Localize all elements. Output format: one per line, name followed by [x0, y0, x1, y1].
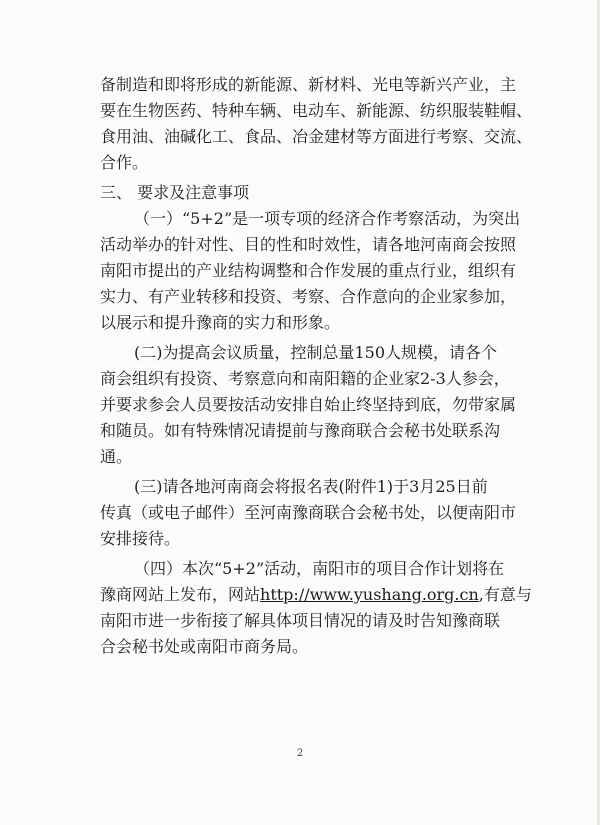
paragraph-line: 商会组织有投资、考察意向和南阳籍的企业家2-3人参会，	[100, 369, 510, 388]
requirement-item-3	[100, 474, 540, 552]
paragraph-line: 并要求参会人员要按活动安排自始止终坚持到底，勿带家属	[100, 395, 517, 414]
paragraph-line: 南阳市进一步衔接了解具体项目情况的请及时告知豫商联	[100, 611, 501, 630]
requirement-item-1	[100, 206, 540, 336]
document-body	[100, 72, 540, 660]
line-text: 豫商网站上发布，网站	[100, 585, 261, 604]
paragraph-line: 要在生物医药、特种车辆、电动车、新能源、纺织服装鞋帽、	[100, 101, 533, 120]
paragraph-line: 和随员。如有特殊情况请提前与豫商联合会秘书处联系沟	[100, 421, 501, 440]
website-link[interactable]: http://www.yushang.org.cn	[260, 585, 479, 604]
paragraph-line: 活动举办的针对性、目的性和时效性，请各地河南商会按照	[100, 235, 517, 254]
paragraph-line: 以展示和提升豫商的实力和形象。	[100, 313, 341, 332]
paragraph-line: 传真（或电子邮件）至河南豫商联合会秘书处，以便南阳市	[100, 503, 517, 522]
paragraph-line: 实力、有产业转移和投资、考察、合作意向的企业家参加，	[100, 287, 517, 306]
section-heading: 三、 要求及注意事项	[100, 183, 250, 202]
paragraph-line	[100, 582, 540, 608]
paragraph-line: 通。	[100, 447, 133, 466]
paragraph-line: (二)为提高会议质量，控制总量150人规模，请各个	[134, 343, 498, 362]
page-number: 2	[296, 748, 304, 759]
paragraph-line: 食用油、油碱化工、食品、冶金建材等方面进行考察、交流、	[100, 127, 533, 146]
paragraph-line: 合作。	[100, 153, 149, 172]
paragraph-line: （一）“5+2”是一项专项的经济合作考察活动，为突出	[134, 209, 521, 228]
paragraph-line: （四）本次“5+2”活动，南阳市的项目合作计划将在	[134, 559, 505, 578]
line-text: ,有意与	[478, 585, 532, 604]
paragraph-line: 备制造和即将形成的新能源、新材料、光电等新兴产业，主	[100, 75, 517, 94]
paragraph-line: (三)请各地河南商会将报名表(附件1)于3月25日前	[134, 477, 488, 496]
paragraph-line: 南阳市提出的产业结构调整和合作发展的重点行业，组织有	[100, 261, 517, 280]
requirement-item-2	[100, 340, 540, 470]
requirement-item-4	[100, 556, 540, 660]
paragraph-line: 安排接待。	[100, 529, 181, 548]
paragraph-line: 合会秘书处或南阳市商务局。	[100, 637, 309, 656]
intro-paragraph	[100, 72, 540, 176]
